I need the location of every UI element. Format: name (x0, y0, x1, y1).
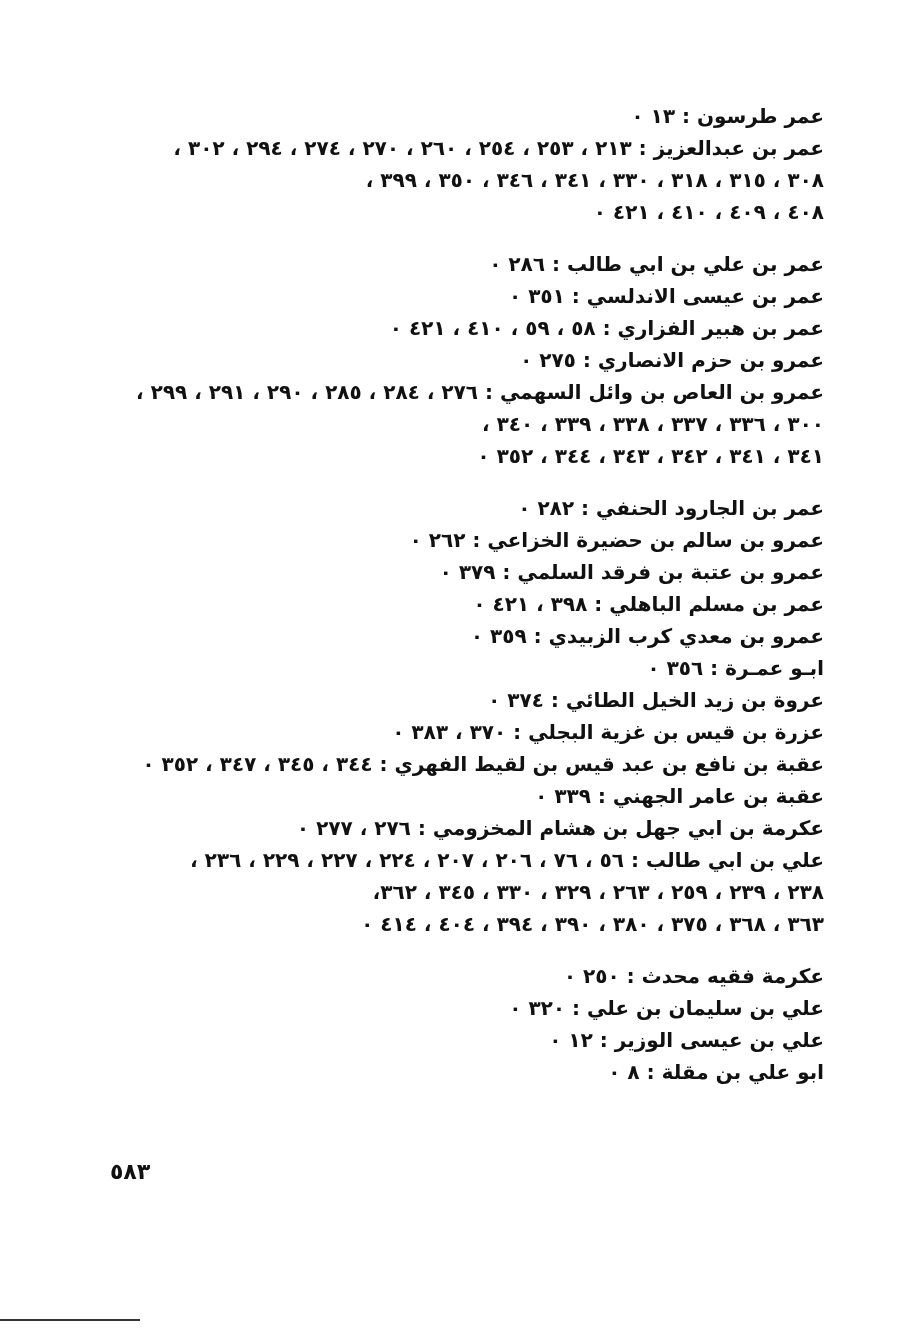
entry-line: عمرو بن معدي كرب الزبيدي : ٣٥٩ ٠ (470, 624, 824, 648)
entry-line: عقبة بن عامر الجهني : ٣٣٩ ٠ (535, 784, 824, 808)
entry-line: ابـو عمـرة : ٣٥٦ ٠ (647, 656, 824, 680)
entry-line: عمرو بن حزم الانصاري : ٢٧٥ ٠ (520, 348, 824, 372)
entry-line: عمر بن علي بن ابي طالب : ٢٨٦ ٠ (489, 252, 824, 276)
entry-line: عمر بن عيسى الاندلسي : ٣٥١ ٠ (509, 284, 824, 308)
entry-line: عمرو بن سالم بن حضيرة الخزاعي : ٢٦٢ ٠ (409, 528, 824, 552)
index-entry (124, 1024, 824, 1056)
index-entry (124, 992, 824, 1024)
index-entries (124, 100, 824, 1088)
entry-line: ٣٤١ ، ٣٤١ ، ٣٤٢ ، ٣٤٣ ، ٣٤٤ ، ٣٥٢ ٠ (477, 444, 824, 468)
entry-line: عكرمة بن ابي جهل بن هشام المخزومي : ٢٧٦ ، ٢٧٧ ٠ (296, 816, 824, 840)
index-entry (124, 556, 824, 588)
entry-line: ابو علي بن مقلة : ٨ ٠ (608, 1060, 824, 1084)
entry-line: علي بن عيسى الوزير : ١٢ ٠ (549, 1028, 824, 1052)
entry-line: ٣٠٨ ، ٣١٥ ، ٣١٨ ، ٣٣٠ ، ٣٤١ ، ٣٤٦ ، ٣٥٠ ، ٣٩٩ ، (365, 168, 824, 192)
index-entry (124, 280, 824, 312)
entry-line: عمر بن مسلم الباهلي : ٣٩٨ ، ٤٢١ ٠ (473, 592, 824, 616)
entry-line: علي بن سليمان بن علي : ٣٢٠ ٠ (509, 996, 824, 1020)
entry-line: عمرو بن عتبة بن فرقد السلمي : ٣٧٩ ٠ (439, 560, 824, 584)
index-entry (124, 132, 824, 228)
index-entry (124, 376, 824, 472)
index-entry (124, 844, 824, 940)
index-entry (124, 716, 824, 748)
entry-line: عكرمة فقيه محدث : ٢٥٠ ٠ (563, 964, 824, 988)
entry-line: عروة بن زيد الخيل الطائي : ٣٧٤ ٠ (488, 688, 824, 712)
index-entry (124, 780, 824, 812)
index-entry (124, 1056, 824, 1088)
index-entry (124, 684, 824, 716)
index-entry (124, 524, 824, 556)
entry-line: علي بن ابي طالب : ٥٦ ، ٧٦ ، ٢٠٦ ، ٢٠٧ ، ٢٢٤ ، ٢٢٧ ، ٢٢٩ ، ٢٣٦ ، (190, 848, 824, 872)
index-entry (124, 344, 824, 376)
index-entry (124, 100, 824, 132)
index-entry (124, 652, 824, 684)
page-number: ٥٨٣ (110, 1160, 151, 1185)
index-entry (124, 248, 824, 280)
entry-line: ٢٣٨ ، ٢٣٩ ، ٢٥٩ ، ٢٦٣ ، ٣٢٩ ، ٣٣٠ ، ٣٤٥ ، ٣٦٢، (372, 880, 824, 904)
entry-line: عمر بن هبير الفزاري : ٥٨ ، ٥٩ ، ٤١٠ ، ٤٢١ ٠ (389, 316, 824, 340)
bottom-rule (0, 1319, 140, 1321)
index-entry (124, 620, 824, 652)
index-entry (124, 312, 824, 344)
index-entry (124, 492, 824, 524)
entry-line: عمر بن عبدالعزيز : ٢١٣ ، ٢٥٣ ، ٢٥٤ ، ٢٦٠ ، ٢٧٠ ، ٢٧٤ ، ٢٩٤ ، ٣٠٢ ، (173, 136, 824, 160)
entry-line: عمر بن الجارود الحنفي : ٢٨٢ ٠ (518, 496, 824, 520)
entry-line: عمر طرسون : ١٣ ٠ (631, 104, 824, 128)
entry-line: ٤٠٨ ، ٤٠٩ ، ٤١٠ ، ٤٢١ ٠ (593, 200, 824, 224)
entry-line: ٣٦٣ ، ٣٦٨ ، ٣٧٥ ، ٣٨٠ ، ٣٩٠ ، ٣٩٤ ، ٤٠٤ ، ٤١٤ ٠ (361, 912, 824, 936)
index-entry (124, 588, 824, 620)
entry-line: ٣٠٠ ، ٣٣٦ ، ٣٣٧ ، ٣٣٨ ، ٣٣٩ ، ٣٤٠ ، (482, 412, 824, 436)
index-entry (124, 748, 824, 780)
entry-line: عمرو بن العاص بن وائل السهمي : ٢٧٦ ، ٢٨٤ ، ٢٨٥ ، ٢٩٠ ، ٢٩١ ، ٢٩٩ ، (136, 380, 824, 404)
entry-line: عزرة بن قيس بن غزية البجلي : ٣٧٠ ، ٣٨٣ ٠ (392, 720, 824, 744)
entry-line: عقبة بن نافع بن عبد قيس بن لقيط الفهري : ٣٤٤ ، ٣٤٥ ، ٣٤٧ ، ٣٥٢ ٠ (142, 752, 824, 776)
index-entry (124, 812, 824, 844)
index-entry (124, 960, 824, 992)
